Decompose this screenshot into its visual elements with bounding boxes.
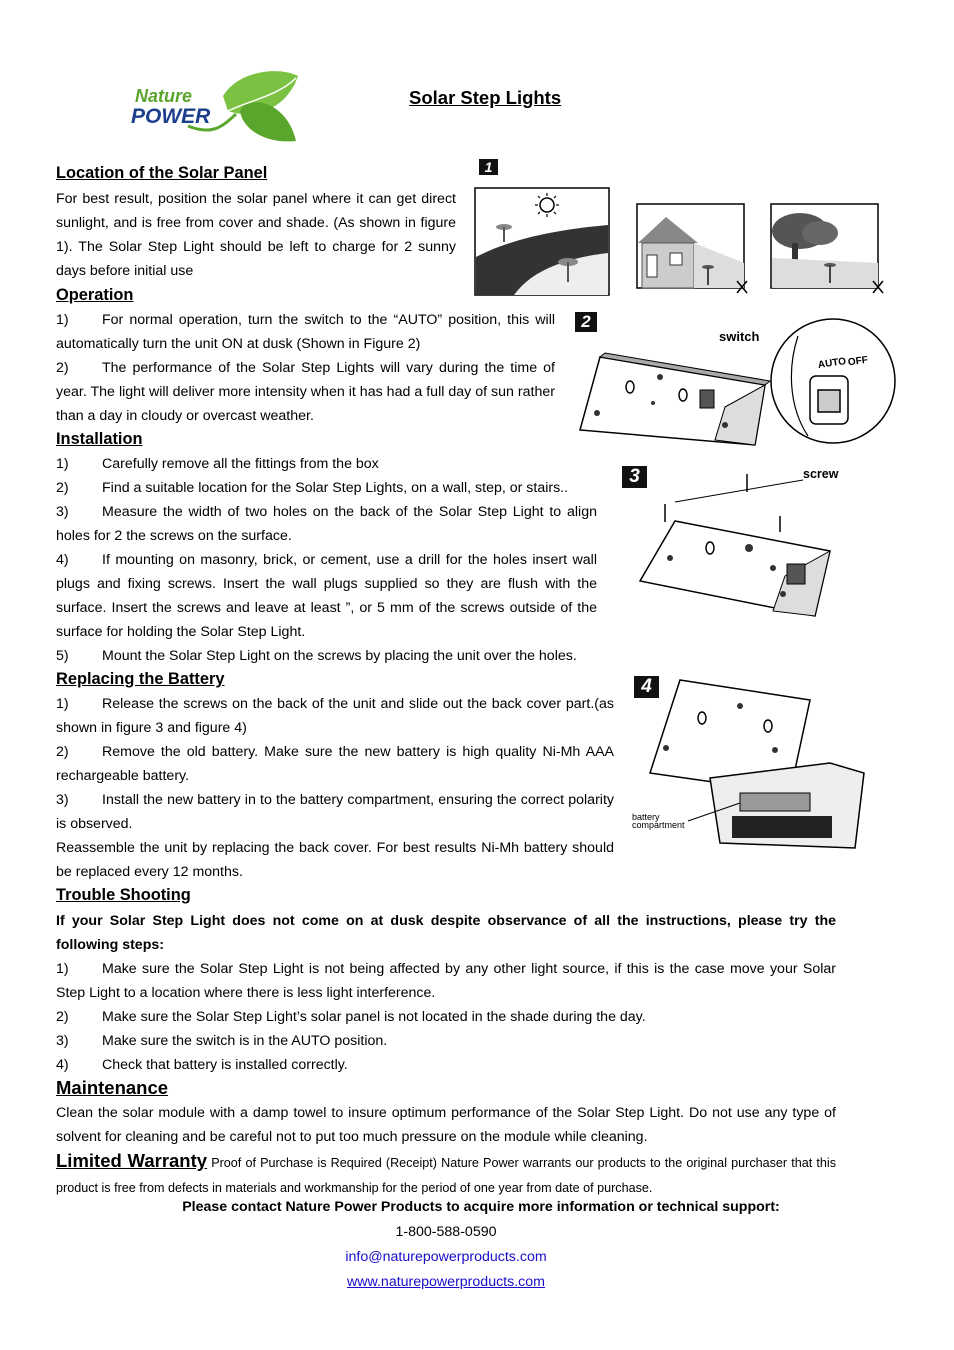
list-item: [56, 500, 597, 548]
list-item: [56, 476, 597, 500]
installation-heading: Installation: [56, 430, 143, 448]
list-number: 2): [56, 744, 69, 760]
figure-4-battery-label-2: compartment: [632, 820, 685, 830]
figure-2-off-label: OFF: [847, 354, 869, 369]
figure-1-number: 1: [479, 159, 498, 175]
figure-2-auto-label: AUTO: [817, 356, 847, 371]
list-item: [56, 548, 597, 644]
battery-heading: Replacing the Battery: [56, 670, 225, 688]
location-text: For best result, position the solar panel where it can get direct sunlight, and is free from cover and shade. (As shown in figure 1). The Solar Step Light should be left to charge for 2 sunny days before initial use: [56, 191, 456, 279]
contact-email: [56, 1247, 836, 1267]
logo-text-power: POWER: [131, 105, 211, 128]
list-item: [56, 308, 555, 356]
list-item: [56, 692, 614, 740]
list-number: 5): [56, 648, 69, 664]
list-number: 2): [56, 360, 69, 376]
list-number: 2): [56, 1009, 69, 1025]
operation-heading: Operation: [56, 286, 134, 304]
list-text: Mount the Solar Step Light on the screws by placing the unit over the holes.: [102, 648, 577, 664]
figure-4-battery: [640, 678, 868, 858]
list-text: For normal operation, turn the switch to the “AUTO” position, this will automatically turn the unit ON at dusk (Shown in Figure 2): [56, 312, 555, 352]
figure-4-number: 4: [634, 676, 659, 698]
list-number: 3): [56, 792, 69, 808]
list-item: [56, 644, 597, 668]
list-number: 1): [56, 696, 69, 712]
contact-web: [56, 1272, 836, 1292]
figure-3-screw-label: screw: [803, 467, 839, 481]
location-heading: Location of the Solar Panel: [56, 164, 268, 182]
list-text: Carefully remove all the fittings from the box: [102, 456, 379, 472]
reassemble-text: Reassemble the unit by replacing the back cover. For best results Ni-Mh battery should be replaced every 12 months.: [56, 840, 614, 880]
operation-list: [56, 308, 555, 428]
list-number: 4): [56, 552, 69, 568]
contact-heading: Please contact Nature Power Products to acquire more information or technical support:: [182, 1199, 780, 1215]
figure-1-tree-shade: [770, 203, 888, 296]
list-text: Find a suitable location for the Solar Step Lights, on a wall, step, or stairs..: [102, 480, 569, 496]
list-text: Make sure the Solar Step Light is not being affected by any other light source, if this is the case move your Solar Step Light to a location where there is less light interference.: [56, 961, 836, 1001]
figure-1-sunny-location: [474, 187, 610, 296]
maintenance-heading: Maintenance: [56, 1077, 169, 1098]
list-number: 1): [56, 312, 69, 328]
list-number: 4): [56, 1057, 69, 1073]
list-item: [56, 788, 614, 836]
list-number: 3): [56, 504, 69, 520]
list-text: Release the screws on the back of the unit and slide out the back cover part.(as shown in figure 3 and figure 4): [56, 696, 614, 736]
list-number: 1): [56, 961, 69, 977]
list-text: Measure the width of two holes on the back of the Solar Step Light to align holes for 2 the screws on the surface.: [56, 504, 597, 544]
figure-2-number: 2: [575, 312, 597, 332]
figure-4-battery-label-1: battery: [632, 812, 660, 822]
logo-text-nature: Nature: [135, 86, 193, 106]
warranty-heading: Limited Warranty: [56, 1150, 208, 1171]
trouble-list: [56, 957, 836, 1077]
figure-2-switch-zoom: [768, 316, 898, 446]
list-number: 1): [56, 456, 69, 472]
figure-2-switch-label: switch: [719, 329, 760, 344]
figure-2-back-panel: [575, 345, 775, 450]
list-text: The performance of the Solar Step Lights will vary during the time of year. The light will deliver more intensity when it has had a full day of sun rather than a day in cloudy or overcast weather.: [56, 360, 555, 424]
list-text: Remove the old battery. Make sure the new battery is high quality Ni-Mh AAA rechargeable battery.: [56, 744, 614, 784]
trouble-intro: If your Solar Step Light does not come on at dusk despite observance of all the instructions, please try the following steps:: [56, 913, 836, 953]
list-item: [56, 740, 614, 788]
figure-3-number: 3: [622, 466, 647, 488]
list-item: [56, 356, 555, 428]
battery-list: [56, 692, 614, 884]
list-text: If mounting on masonry, brick, or cement, use a drill for the holes insert wall plugs and fixing screws. Insert the wall plugs supplied so they are flush with the surface. Insert the screws and leave at least ”, or 5 mm of the screws outside of the surface for holding the Solar Step Light.: [56, 552, 597, 640]
list-number: 2): [56, 480, 69, 496]
list-text: Make sure the switch is in the AUTO position.: [102, 1033, 388, 1049]
list-item: [56, 1029, 836, 1053]
trouble-heading: Trouble Shooting: [56, 886, 191, 904]
page-title: Solar Step Lights: [409, 87, 562, 108]
website-link[interactable]: www.naturepowerproducts.com: [347, 1274, 545, 1290]
list-text: Check that battery is installed correctly.: [102, 1057, 348, 1073]
list-item: [56, 1005, 836, 1029]
warranty-text: Proof of Purchase is Required (Receipt) Nature Power warrants our products to the original purchaser that this product is free from defects in materials and workmanship for the period of one year from date of purchase.: [56, 1156, 837, 1195]
figure-1-house-shade: [636, 203, 750, 296]
maintenance-text: Clean the solar module with a damp towel to insure optimum performance of the Solar Step Light. Do not use any type of solvent for cleaning and be careful not to put too much pressure on the module while cleaning.: [56, 1105, 836, 1145]
email-link[interactable]: info@naturepowerproducts.com: [345, 1249, 547, 1265]
list-text: Install the new battery in to the battery compartment, ensuring the correct polarity is observed.: [56, 792, 614, 832]
list-item: [56, 1053, 836, 1077]
installation-list: [56, 452, 597, 668]
list-item: [56, 957, 836, 1005]
list-text: Make sure the Solar Step Light’s solar panel is not located in the shade during the day.: [102, 1009, 646, 1025]
contact-phone: 1-800-588-0590: [395, 1224, 497, 1240]
figure-3-mounting: [635, 466, 855, 626]
list-item: [56, 452, 597, 476]
list-number: 3): [56, 1033, 69, 1049]
warranty-block: [56, 1148, 836, 1201]
